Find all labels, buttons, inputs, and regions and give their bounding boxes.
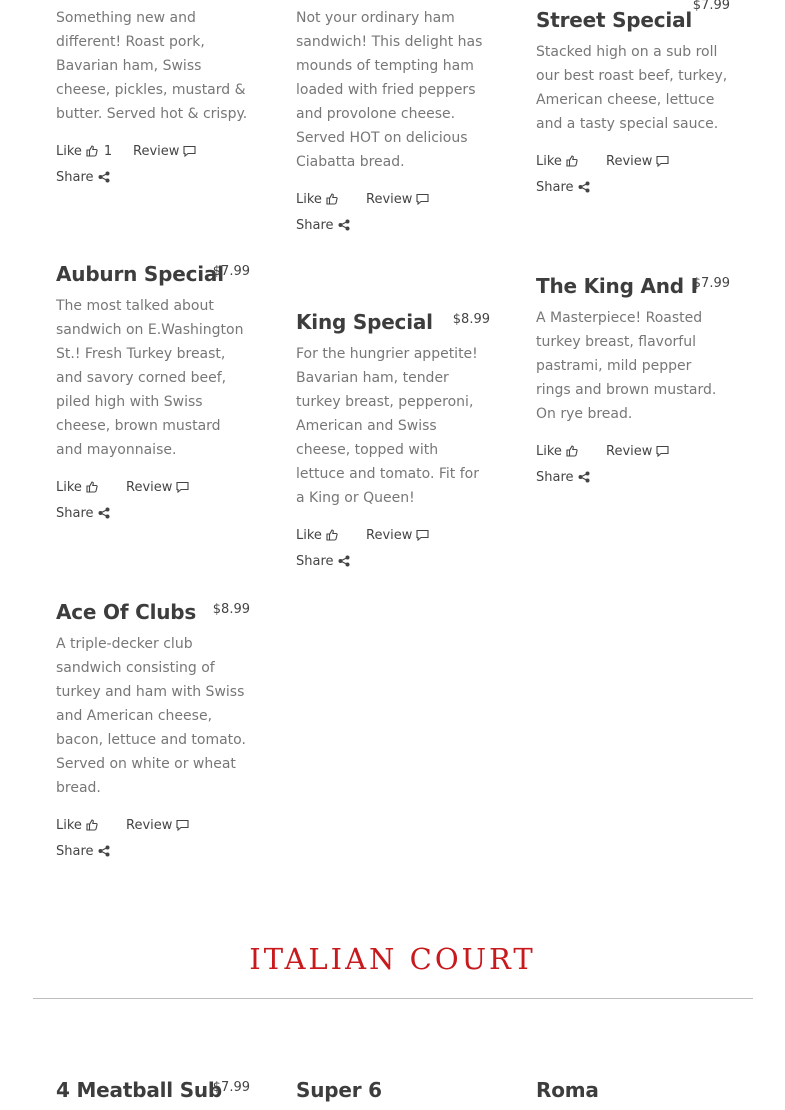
item-name: Super 6 xyxy=(296,1078,382,1102)
review-button[interactable] xyxy=(606,444,669,459)
item-description: The most talked about sandwich on E.Washington St.! Fresh Turkey breast, and savory corned beef, piled high with Swiss cheese, brown mustard and mayonnaise. xyxy=(56,298,244,458)
like-label: Like xyxy=(536,153,562,169)
comment-icon xyxy=(176,481,189,493)
share-icon xyxy=(338,219,350,231)
share-button[interactable] xyxy=(56,506,110,521)
item-header xyxy=(56,600,250,632)
item-name: Ace Of Clubs xyxy=(56,600,197,624)
item-price: $7.99 xyxy=(692,276,730,291)
comment-icon xyxy=(416,529,429,541)
item-price: $7.99 xyxy=(692,0,730,13)
menu-item xyxy=(536,274,730,490)
thumbs-up-icon xyxy=(566,445,578,457)
review-label: Review xyxy=(366,191,413,207)
like-button[interactable] xyxy=(56,480,126,495)
like-label: Like xyxy=(56,817,82,833)
item-description: A triple-decker club sandwich consisting of turkey and ham with Swiss and American cheese, bacon, lettuce and tomato. Served on white or wheat bread. xyxy=(56,636,246,796)
share-button[interactable] xyxy=(536,180,590,195)
item-header xyxy=(56,1078,250,1110)
share-button[interactable] xyxy=(56,170,110,185)
share-label: Share xyxy=(56,505,94,521)
item-actions xyxy=(536,438,730,490)
share-icon xyxy=(98,171,110,183)
item-header xyxy=(296,1078,490,1110)
item-actions xyxy=(536,148,730,200)
menu-item xyxy=(296,1078,490,1110)
menu-item xyxy=(296,310,490,574)
item-name: Auburn Special xyxy=(56,262,224,286)
thumbs-up-icon xyxy=(326,529,338,541)
review-button[interactable] xyxy=(126,480,189,495)
comment-icon xyxy=(656,445,669,457)
share-label: Share xyxy=(56,843,94,859)
like-label: Like xyxy=(296,527,322,543)
thumbs-up-icon xyxy=(86,481,98,493)
comment-icon xyxy=(416,193,429,205)
item-description: Something new and different! Roast pork, Bavarian ham, Swiss cheese, pickles, mustard & butter. Served hot & crispy. xyxy=(56,10,248,122)
like-button[interactable] xyxy=(536,154,606,169)
item-description: Stacked high on a sub roll our best roast beef, turkey, American cheese, lettuce and a tasty special sauce. xyxy=(536,44,728,132)
share-label: Share xyxy=(56,169,94,185)
like-button[interactable] xyxy=(536,444,606,459)
thumbs-up-icon xyxy=(566,155,578,167)
review-button[interactable] xyxy=(366,528,429,543)
review-label: Review xyxy=(126,479,173,495)
share-label: Share xyxy=(296,553,334,569)
share-label: Share xyxy=(536,469,574,485)
item-description: A Masterpiece! Roasted turkey breast, flavorful pastrami, mild pepper rings and brown mustard. On rye bread. xyxy=(536,310,717,422)
item-description: Not your ordinary ham sandwich! This delight has mounds of tempting ham loaded with fried peppers and provolone cheese. Served HOT on delicious Ciabatta bread. xyxy=(296,10,483,170)
review-button[interactable] xyxy=(366,192,429,207)
item-actions xyxy=(296,522,490,574)
share-icon xyxy=(98,507,110,519)
share-button[interactable] xyxy=(296,218,350,233)
like-label: Like xyxy=(56,479,82,495)
share-icon xyxy=(338,555,350,567)
item-actions xyxy=(56,812,250,864)
like-count: 1 xyxy=(103,143,113,159)
menu-item xyxy=(536,0,730,200)
review-button[interactable] xyxy=(126,818,189,833)
item-actions xyxy=(56,474,250,526)
section-divider xyxy=(33,998,753,999)
menu-item xyxy=(56,1078,250,1110)
review-button[interactable] xyxy=(133,144,196,159)
item-name: Roma xyxy=(536,1078,599,1102)
comment-icon xyxy=(176,819,189,831)
menu-item xyxy=(56,262,250,526)
review-label: Review xyxy=(366,527,413,543)
item-header xyxy=(536,274,730,306)
share-icon xyxy=(98,845,110,857)
item-name: Street Special xyxy=(536,8,693,32)
thumbs-up-icon xyxy=(86,819,98,831)
like-button[interactable] xyxy=(56,818,126,833)
thumbs-up-icon xyxy=(326,193,338,205)
item-header xyxy=(536,0,730,40)
share-label: Share xyxy=(536,179,574,195)
item-price: $7.99 xyxy=(212,1080,250,1095)
like-label: Like xyxy=(56,143,82,159)
item-price: $8.99 xyxy=(452,312,490,327)
share-button[interactable] xyxy=(296,554,350,569)
item-price: $8.99 xyxy=(212,602,250,617)
review-label: Review xyxy=(606,443,653,459)
item-header xyxy=(536,1078,730,1110)
share-button[interactable] xyxy=(56,844,110,859)
item-actions xyxy=(296,186,490,238)
share-icon xyxy=(578,471,590,483)
menu-item xyxy=(296,6,490,238)
share-icon xyxy=(578,181,590,193)
like-button[interactable] xyxy=(296,192,366,207)
item-header xyxy=(56,262,250,294)
review-label: Review xyxy=(126,817,173,833)
like-label: Like xyxy=(296,191,322,207)
menu-item xyxy=(56,6,250,190)
share-button[interactable] xyxy=(536,470,590,485)
like-label: Like xyxy=(536,443,562,459)
section-title: ITALIAN COURT xyxy=(249,942,536,976)
share-label: Share xyxy=(296,217,334,233)
item-name: The King And I xyxy=(536,274,698,298)
comment-icon xyxy=(656,155,669,167)
item-header xyxy=(296,310,490,342)
menu-item xyxy=(56,600,250,864)
item-actions xyxy=(56,138,250,190)
item-description: For the hungrier appetite! Bavarian ham, tender turkey breast, pepperoni, American and Swiss cheese, topped with lettuce and tomato. Fit for a King or Queen! xyxy=(296,346,479,506)
like-button[interactable] xyxy=(56,144,126,159)
review-label: Review xyxy=(133,143,180,159)
item-name: 4 Meatball Sub xyxy=(56,1078,223,1102)
menu-item xyxy=(536,1078,730,1110)
review-button[interactable] xyxy=(606,154,669,169)
comment-icon xyxy=(183,145,196,157)
item-price: $7.99 xyxy=(212,264,250,279)
review-label: Review xyxy=(606,153,653,169)
item-name: King Special xyxy=(296,310,433,334)
like-button[interactable] xyxy=(296,528,366,543)
thumbs-up-icon xyxy=(86,145,98,157)
